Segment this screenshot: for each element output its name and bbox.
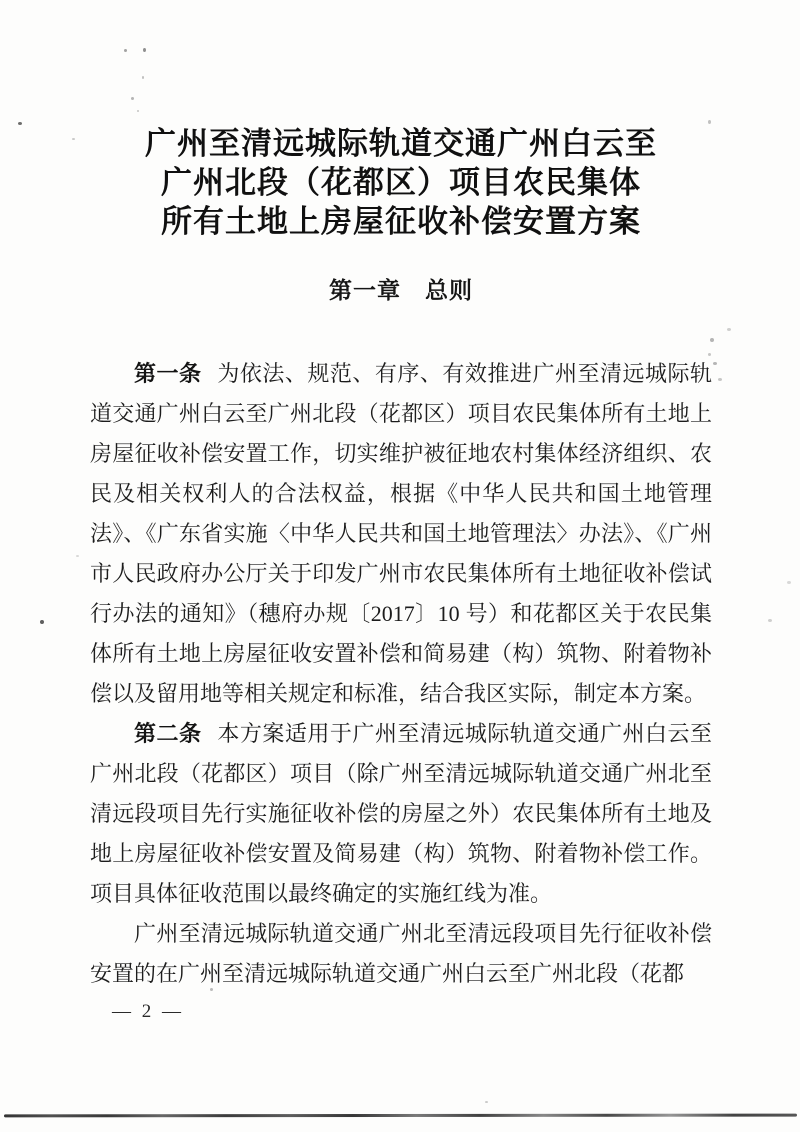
article-1-number: 第一条 <box>134 361 202 386</box>
document-title <box>90 124 712 241</box>
scan-speck <box>708 353 711 356</box>
paragraph-3-text: 广州至清远城际轨道交通广州北至清远段项目先行征收补偿安置的在广州至清远城际轨道交通广州白云至广州北段（花都 <box>90 921 712 986</box>
scan-speck <box>718 378 722 381</box>
scan-speck <box>76 555 79 557</box>
document-body <box>90 354 712 994</box>
scan-speck <box>72 138 75 140</box>
scan-speck <box>485 1101 488 1103</box>
paragraph-article-1 <box>90 354 712 714</box>
scan-speck <box>143 48 146 52</box>
page-number: — 2 — <box>112 1001 184 1022</box>
paragraph-article-2 <box>90 714 712 914</box>
scan-speck <box>40 620 44 624</box>
title-line-2: 广州北段（花都区）项目农民集体 <box>161 165 641 200</box>
scan-speck <box>131 97 134 100</box>
scan-speck <box>142 76 144 79</box>
scan-speck <box>768 619 772 622</box>
title-line-3: 所有土地上房屋征收补偿安置方案 <box>161 204 641 239</box>
article-2-text: 本方案适用于广州至清远城际轨道交通广州白云至广州北段（花都区）项目（除广州至清远城际轨道交通广州北至清远段项目先行实施征收补偿的房屋之外）农民集体所有土地及地上房屋征收补偿安置及简易建（构）筑物、附着物补偿工作。项目具体征收范围以最终确定的实施红线为准。 <box>90 721 712 906</box>
scan-speck <box>787 581 791 584</box>
scan-artifact-bottom-edge <box>4 1114 797 1118</box>
article-2-number: 第二条 <box>134 721 202 746</box>
paragraph-continuation <box>90 914 712 994</box>
scan-speck <box>708 120 711 124</box>
scan-speck <box>727 328 731 331</box>
article-1-text: 为依法、规范、有序、有效推进广州至清远城际轨道交通广州白云至广州北段（花都区）项目农民集体所有土地上房屋征收补偿安置工作，切实维护被征地农村集体经济组织、农民及相关权利人的合法权益，根据《中华人民共和国土地管理法》、《广东省实施〈中华人民共和国土地管理法〉办法》、《广州市人民政府办公厅关于印发广州市农民集体所有土地征收补偿试行办法的通知》（穗府办规〔2017〕10 号）和花都区关于农民集体所有土地上房屋征收安置补偿和简易建（构）筑物、附着物补偿以及留用地等相关规定和标准，结合我区实际，制定本方案。 <box>90 361 712 706</box>
scan-speck <box>137 110 139 112</box>
title-line-1: 广州至清远城际轨道交通广州白云至 <box>145 126 657 161</box>
scan-speck <box>124 49 127 52</box>
chapter-heading: 第一章 总则 <box>329 277 473 303</box>
scan-speck <box>18 122 22 125</box>
scan-speck <box>713 362 717 365</box>
scan-speck <box>710 338 714 342</box>
scan-speck <box>210 988 213 991</box>
